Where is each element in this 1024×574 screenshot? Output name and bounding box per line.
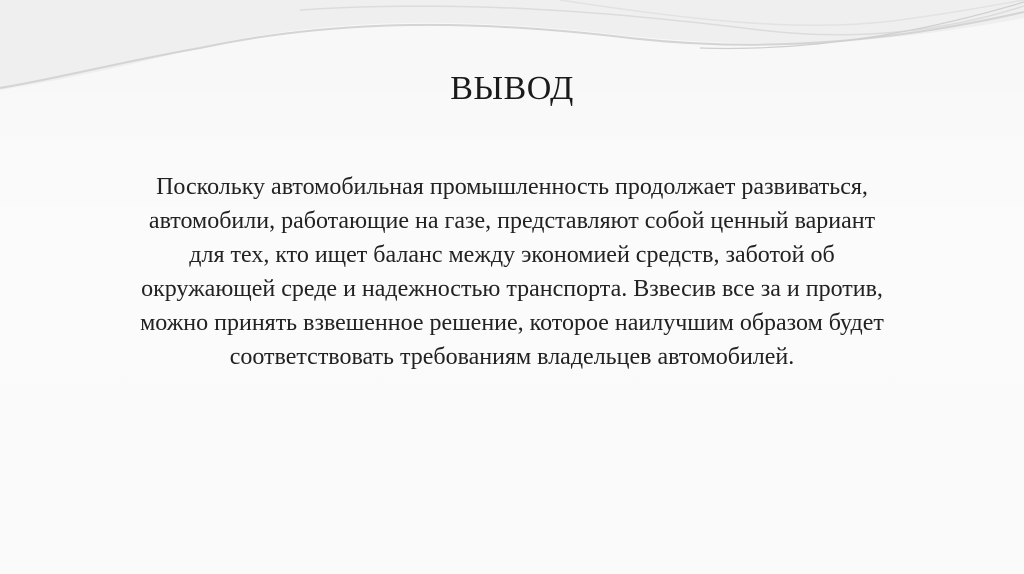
paragraph-line: Поскольку автомобильная промышленность продолжает развиваться,: [156, 174, 868, 200]
conclusion-paragraph: [80, 170, 944, 374]
paragraph-line: соответствовать требованиям владельцев автомобилей.: [229, 344, 795, 370]
paragraph-line: окружающей среде и надежностью транспорта. Взвесив все за и против,: [141, 276, 883, 302]
paragraph-line: автомобили, работающие на газе, представляют собой ценный вариант: [148, 208, 876, 234]
paragraph-line: для тех, кто ищет баланс между экономией средств, заботой об: [189, 242, 835, 268]
slide-title: ВЫВОД: [450, 70, 574, 107]
paragraph-line: можно принять взвешенное решение, которое наилучшим образом будет: [140, 310, 884, 336]
